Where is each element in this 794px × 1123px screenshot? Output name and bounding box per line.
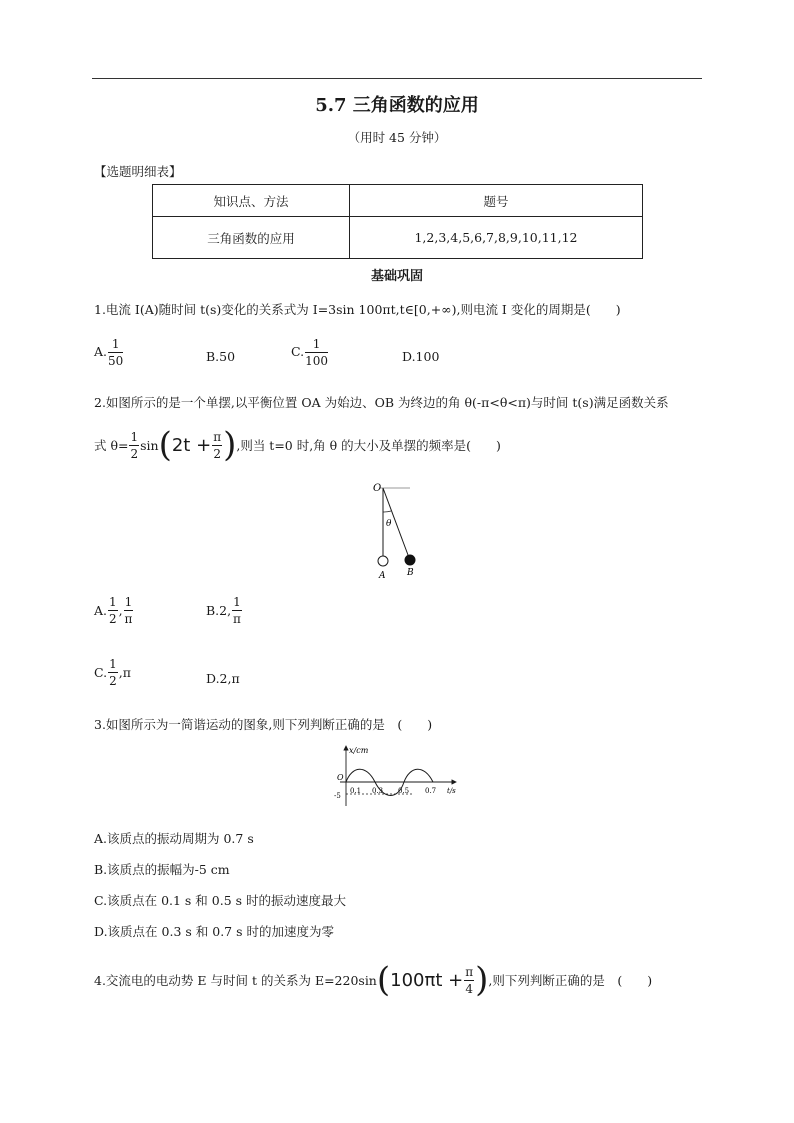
formula-prefix: 式 θ=: [94, 438, 129, 453]
numerator: 1: [233, 595, 241, 609]
denominator: 50: [108, 354, 124, 368]
numerator: 1: [109, 657, 117, 671]
tick-label: 0.7: [425, 787, 437, 795]
page-title: 5.7 三角函数的应用: [315, 95, 479, 116]
table-header-cell: 题号: [350, 185, 643, 217]
formula-inner: 100πt +: [390, 969, 464, 991]
section-label: 【选题明细表】: [94, 164, 182, 179]
label-o: O: [373, 483, 382, 494]
denominator: 2: [130, 446, 139, 461]
denominator: 4: [465, 981, 473, 996]
table-header-cell: 知识点、方法: [153, 185, 350, 217]
denominator: π: [124, 612, 133, 626]
header-rule: [92, 78, 702, 79]
numerator: π: [465, 964, 474, 979]
oscillation-graph: [332, 742, 462, 808]
fraction: [305, 338, 328, 367]
q3-option-c: C.该质点在 0.1 s 和 0.5 s 时的振动速度最大: [94, 893, 347, 908]
q1-option-d: D.100: [402, 349, 440, 364]
option-suffix: ,π: [118, 665, 131, 680]
q1-option-a: [94, 338, 124, 367]
label-a: A: [379, 571, 386, 581]
left-paren: (: [376, 960, 391, 1000]
option-label: A.: [94, 344, 108, 359]
q3-option-b: B.该质点的振幅为-5 cm: [94, 862, 230, 877]
pendulum-figure: [360, 478, 430, 582]
question-2-text: 2.如图所示的是一个单摆,以平衡位置 OA 为始边、OB 为终边的角 θ(-π<θ<π)与时间 t(s)满足函数关系: [94, 395, 669, 410]
formula-inner: 2t +: [171, 434, 212, 456]
denominator: 2: [109, 674, 117, 688]
formula-prefix: 4.交流电的电动势 E 与时间 t 的关系为 E=220sin: [94, 973, 377, 988]
table-row: [153, 217, 643, 259]
tick-label: 0.3: [372, 787, 384, 795]
fraction: [108, 658, 118, 687]
q1-option-b: B.50: [206, 349, 236, 364]
tick-label: 0.1: [350, 787, 362, 795]
label-theta: θ: [386, 519, 392, 529]
sin-text: sin: [140, 437, 159, 453]
numerator: 1: [305, 338, 328, 353]
numerator: 1: [130, 429, 139, 444]
q3-option-d: D.该质点在 0.3 s 和 0.7 s 时的加速度为零: [94, 924, 334, 939]
numerator: 1: [109, 595, 117, 609]
question-2-formula-line: [94, 425, 501, 465]
section-title: 基础巩固: [370, 269, 423, 284]
numerator: π: [213, 429, 222, 444]
q2-option-d: D.2,π: [206, 671, 240, 686]
fraction: [129, 431, 139, 460]
table-cell: 1,2,3,4,5,6,7,8,9,10,11,12: [350, 217, 643, 259]
q2-option-a: [94, 596, 134, 625]
right-paren: ): [475, 960, 489, 1000]
separator: ,: [118, 603, 123, 618]
left-paren: (: [158, 425, 172, 465]
table-header-row: [153, 185, 643, 217]
formula-suffix: ,则当 t=0 时,角 θ 的大小及单摆的频率是( ): [236, 438, 501, 453]
topic-table: [152, 184, 643, 259]
question-4-text: [94, 958, 652, 1002]
fraction: [212, 431, 222, 460]
question-1-text: 1.电流 I(A)随时间 t(s)变化的关系式为 I=3sin 100πt,t∈[0,+∞),则电流 I 变化的周期是( ): [94, 302, 621, 317]
time-note: （用时 45 分钟）: [347, 130, 447, 145]
denominator: 100: [305, 354, 328, 368]
fraction: [232, 596, 242, 625]
numerator: 1: [124, 595, 133, 609]
denominator: 2: [213, 446, 221, 461]
axis-label-x: t/s: [447, 787, 456, 795]
table-cell: 三角函数的应用: [153, 217, 350, 259]
q3-option-a: A.该质点的振动周期为 0.7 s: [94, 831, 254, 846]
fraction: [108, 596, 118, 625]
question-3-text: 3.如图所示为一简谐运动的图象,则下列判断正确的是 ( ): [94, 717, 433, 732]
formula-suffix: ,则下列判断正确的是 ( ): [488, 973, 653, 988]
q2-option-b: [206, 596, 243, 625]
tick-label: 0.5: [398, 787, 410, 795]
option-label: A.: [94, 603, 108, 618]
denominator: π: [232, 612, 241, 626]
numerator: 1: [108, 338, 123, 353]
axis-label-y: x/cm: [349, 746, 369, 755]
q1-option-c: [291, 338, 329, 367]
option-label: C.: [94, 665, 108, 680]
denominator: 2: [109, 612, 117, 626]
right-paren: ): [223, 425, 237, 465]
option-label: C.: [291, 344, 305, 359]
option-label: B.2,: [206, 603, 232, 618]
fraction: [124, 596, 134, 625]
origin-label: O: [337, 773, 344, 782]
label-b: B: [407, 568, 414, 578]
q2-option-c: [94, 658, 131, 687]
fraction: [108, 338, 123, 367]
y-min-label: -5: [334, 792, 341, 800]
fraction: [464, 966, 474, 995]
